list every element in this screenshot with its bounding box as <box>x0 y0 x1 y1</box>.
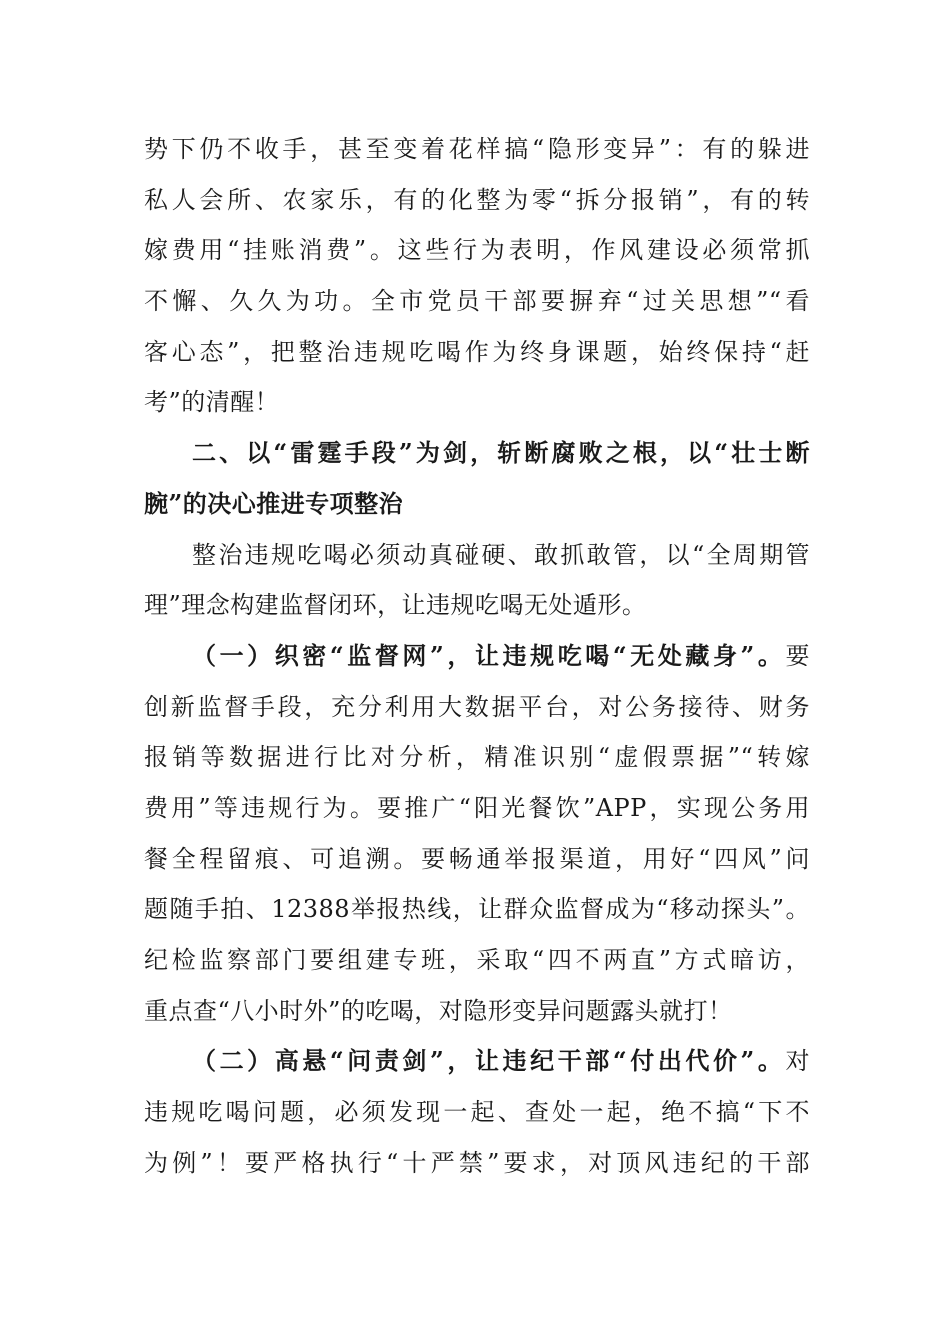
paragraph-line: 不懈、久久为功。全市党员干部要摒弃“过关思想”“看 <box>144 287 810 316</box>
subsection-text: 对 <box>785 1047 810 1076</box>
paragraph-line: 费用”等违规行为。要推广“阳光餐饮”APP，实现公务用 <box>144 793 810 822</box>
paragraph-line: 创新监督手段，充分利用大数据平台，对公务接待、财务 <box>144 692 810 721</box>
paragraph-line: 报销等数据进行比对分析，精准识别“虚假票据”“转嫁 <box>144 743 810 772</box>
paragraph-line: 客心态”，把整治违规吃喝作为终身课题，始终保持“赶 <box>144 337 810 366</box>
subsection-line <box>144 631 810 682</box>
paragraph-line: 私人会所、农家乐，有的化整为零“拆分报销”，有的转 <box>144 185 810 214</box>
paragraph-line: 理”理念构建监督闭环，让违规吃喝无处遁形。 <box>144 591 647 620</box>
subsection-line <box>144 1036 810 1087</box>
paragraph-line: 嫁费用“挂账消费”。这些行为表明，作风建设必须常抓 <box>144 236 810 265</box>
paragraph-line: 纪检监察部门要组建专班，采取“四不两直”方式暗访， <box>144 946 810 974</box>
paragraph-line: 违规吃喝问题，必须发现一起、查处一起，绝不搞“下不 <box>144 1098 810 1127</box>
paragraph-line: 势下仍不收手，甚至变着花样搞“隐形变异”：有的躲进 <box>144 135 810 163</box>
paragraph-line: 题随手拍、12388举报热线，让群众监督成为“移动探头”。 <box>144 895 810 924</box>
document-body <box>144 124 810 1188</box>
subsection-heading: （二）高悬“问责剑”，让违纪干部“付出代价”。 <box>192 1046 786 1076</box>
section-heading: 二、以“雷霆手段”为剑，斩断腐败之根，以“壮士断 <box>192 438 810 468</box>
paragraph-line: 为例”！要严格执行“十严禁”要求，对顶风违纪的干部 <box>144 1148 810 1177</box>
paragraph-line: 餐全程留痕、可追溯。要畅通举报渠道，用好“四风”问 <box>144 844 810 873</box>
section-heading: 腕”的决心推进专项整治 <box>144 488 404 518</box>
subsection-heading: （一）织密“监督网”，让违规吃喝“无处藏身”。 <box>192 640 786 670</box>
subsection-text: 要 <box>785 641 810 670</box>
paragraph-line: 整治违规吃喝必须动真碰硬、敢抓敢管，以“全周期管 <box>192 540 810 569</box>
paragraph-line: 考”的清醒！ <box>144 388 280 417</box>
paragraph-line: 重点查“八小时外”的吃喝，对隐形变异问题露头就打！ <box>144 996 733 1025</box>
